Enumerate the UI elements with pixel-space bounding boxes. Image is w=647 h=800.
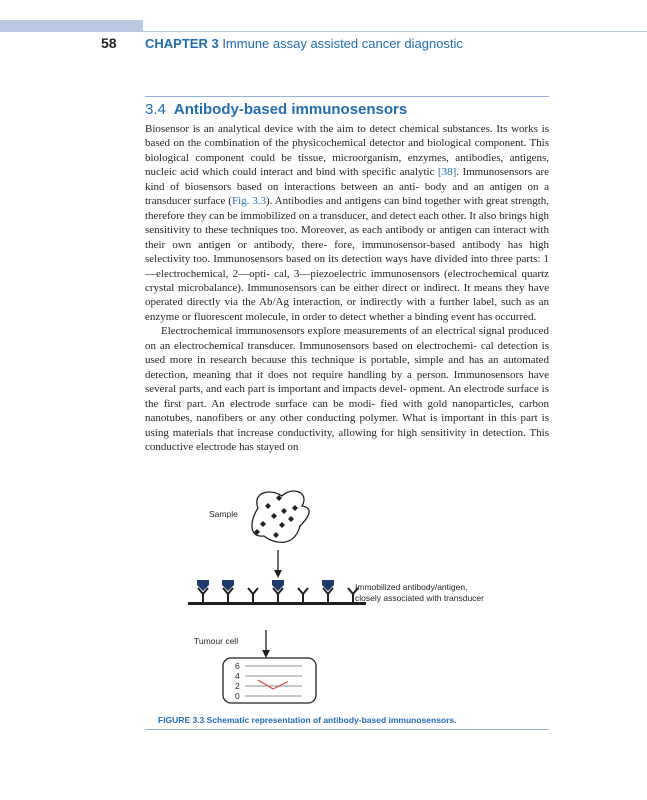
figure-caption: FIGURE 3.3 Schematic representation of antibody-based immunosensors. — [158, 715, 457, 725]
text-line: antibodies, antigens, nucleic acid which could interact and bind with specific analytic — [145, 151, 549, 179]
body-text — [145, 122, 549, 454]
caption-rule — [145, 729, 549, 730]
text-line: component. This biological component could be tissue, microorganism, enzymes, — [145, 137, 550, 164]
text-line: cal detection is used more in research because this technique is portable, simple and — [145, 339, 549, 367]
text-line: on its detection ways have divided into three parts: 1—electrochemical, 2—opti- — [145, 253, 550, 280]
page-number: 58 — [101, 35, 117, 51]
text-line: fore, immunosensor-based antibody has high selectivity too. Immunosensors based — [145, 238, 549, 266]
citation-link[interactable]: [38] — [437, 166, 457, 179]
text-line: cal, 3—piezoelectric immunosensors (electrochemical quartz crystal microbalance). — [145, 267, 549, 294]
tick-label-4: 4 — [235, 671, 240, 681]
section-rule — [145, 96, 549, 97]
text-line: fluorescent molecule, in order to detect whether a binding event has occurred. — [193, 310, 537, 323]
text-line: produced on an electrochemical transducer. Immunosensors based on electrochemi- — [145, 325, 550, 352]
text-line: body and an antigen on a transducer surface ( — [145, 180, 549, 208]
antibody-array — [188, 580, 366, 605]
text-line: opment. An electrode surface is the first part. An electrode surface can be modi- — [145, 383, 550, 410]
text-line: polymer. What is important in this part is using materials that increase conductivity, — [145, 412, 549, 439]
citation-link[interactable]: Fig. 3.3 — [231, 195, 267, 208]
immobilized-label-2: closely associated with transducer — [355, 593, 484, 603]
paragraph — [145, 122, 549, 324]
section-title: Antibody-based immunosensors — [173, 101, 408, 118]
tick-label-2: 2 — [235, 681, 240, 691]
text-line: Biosensor is an analytical device with the aim to detect chemical substances. Its — [145, 123, 508, 135]
section-heading — [145, 101, 407, 118]
arrow-down-icon — [262, 650, 270, 658]
text-line: . Immunosensors are kind of biosensors based on interactions between an anti- — [145, 166, 549, 193]
tick-label-6: 6 — [235, 661, 240, 671]
text-line: ). Antibodies and antigens can — [266, 195, 400, 208]
figure-3-3 — [150, 478, 550, 710]
tick-label-0: 0 — [235, 691, 240, 701]
arrow-down-icon — [274, 570, 282, 578]
chapter-title: Immune assay assisted cancer diagnostic — [222, 36, 463, 51]
header-accent-bar — [0, 20, 143, 31]
section-number: 3.4 — [145, 101, 166, 118]
text-line: Immunosensors have several parts, and each part is important and impacts devel- — [145, 368, 549, 396]
text-line: bind together with great strength, therefore they can be immobilized on a transducer, — [145, 195, 550, 222]
paragraph — [145, 324, 549, 454]
text-line: fied with gold nanoparticles, carbon nanotubes, nanofibers or any other conducting — [145, 397, 549, 425]
text-line: has an automated detection, meaning that it does not require handling by a person. — [145, 354, 550, 381]
chapter-label: CHAPTER 3 — [145, 36, 219, 51]
text-line: via the Ab/Ag interaction, or indirectly with a further label, such as an enzyme or — [145, 296, 550, 323]
text-line: and detect each other. It also brings high sensitivity to these techniques too. Moreover, — [145, 209, 550, 237]
sample-label: Sample — [209, 509, 238, 519]
text-line: allowing for high sensitivity in detection. This conductive electrode has stayed on — [145, 426, 550, 453]
readout-chart — [223, 658, 316, 703]
header-rule — [0, 31, 647, 32]
tumour-cell-label: Tumour cell — [194, 636, 239, 646]
text-line: works is based on the combination of the physicochemical detector and biological — [145, 123, 549, 150]
text-line: as each antibody or antigen can interact with their own antigen or antibody, there- — [145, 224, 549, 251]
running-head — [145, 36, 463, 51]
text-line: Immunosensors can be either direct or indirect. It means they have operated directly — [145, 281, 549, 309]
text-line: Electrochemical immunosensors explore measurements of an electrical signal — [161, 325, 505, 338]
immobilized-label-1: Immobilized antibody/antigen, — [355, 582, 468, 592]
